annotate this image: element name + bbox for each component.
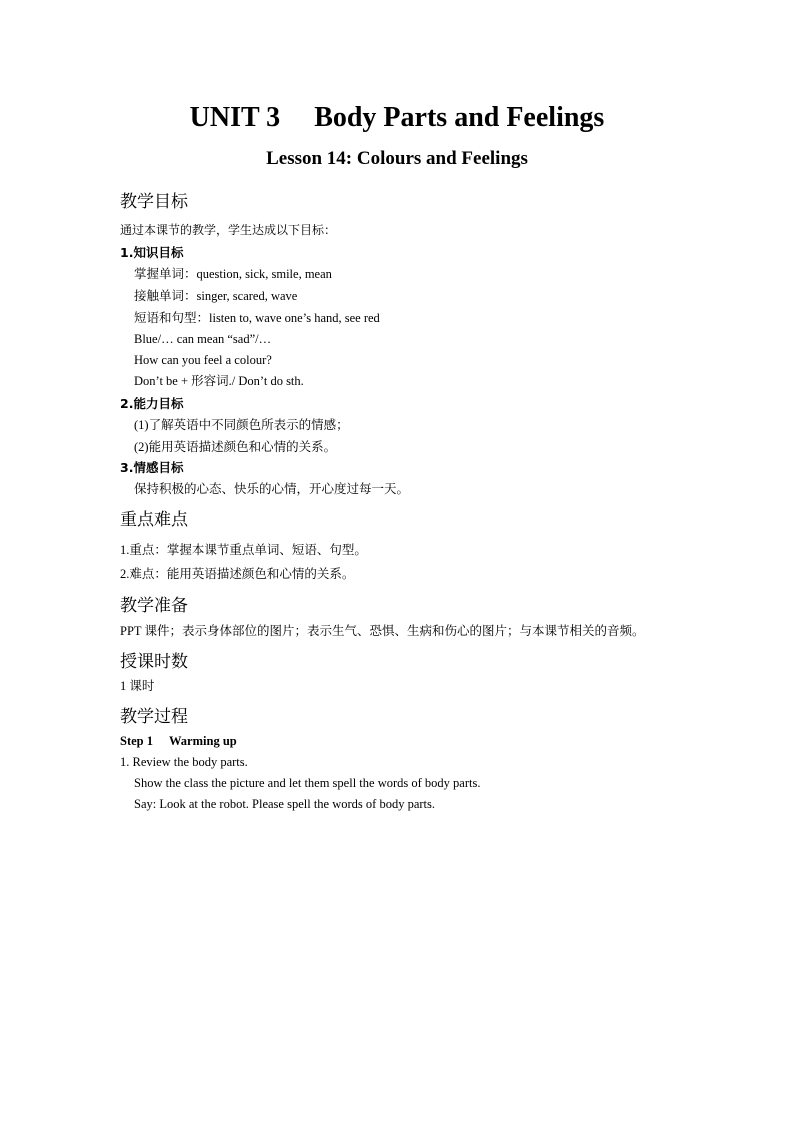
ability-heading: 2.能力目标 [120,396,184,411]
process-line: 1. Review the body parts. [120,755,248,769]
knowledge-line: Don’t be + 形容词./ Don’t do sth. [134,374,304,388]
preparation-heading: 教学准备 [120,596,188,616]
unit-title [0,100,794,136]
step-heading [120,731,680,752]
process-line: Say: Look at the robot. Please spell the words of body parts. [134,797,435,811]
emotion-line: 保持积极的心态、快乐的心情，开心度过每一天。 [134,482,410,496]
process-line: Show the class the picture and let them spell the words of body parts. [134,776,481,790]
document-body [120,190,680,815]
knowledge-line: 短语和句型：listen to, wave one’s hand, see red [134,311,380,325]
process-heading: 教学过程 [120,707,188,727]
key-point-line: 1.重点：掌握本课节重点单词、短语、句型。 [120,543,367,557]
objectives-heading: 教学目标 [120,192,188,212]
lesson-title: Lesson 14: Colours and Feelings [266,148,528,169]
ability-line: (2)能用英语描述颜色和心情的关系。 [134,440,337,454]
preparation-text: PPT 课件；表示身体部位的图片；表示生气、恐惧、生病和伤心的图片；与本课节相关的音频。 [120,624,645,638]
knowledge-heading: 1.知识目标 [120,245,184,260]
knowledge-line: Blue/… can mean “sad”/… [134,332,272,346]
knowledge-line: 接触单词：singer, scared, wave [134,289,298,303]
hours-heading: 授课时数 [120,652,188,672]
emotion-heading: 3.情感目标 [120,460,184,475]
unit-number: UNIT 3 [189,102,281,133]
step-label: Step 1 [120,734,153,748]
key-point-line: 2.难点：能用英语描述颜色和心情的关系。 [120,567,355,581]
knowledge-line: How can you feel a colour? [134,353,272,367]
knowledge-line: 掌握单词：question, sick, smile, mean [134,267,332,281]
unit-name: Body Parts and Feelings [314,102,605,133]
objectives-intro: 通过本课节的教学，学生达成以下目标： [120,223,337,237]
key-points-heading: 重点难点 [120,510,188,530]
ability-line: (1)了解英语中不同颜色所表示的情感； [134,418,349,432]
hours-text: 1 课时 [120,679,155,693]
step-title: Warming up [169,734,237,748]
